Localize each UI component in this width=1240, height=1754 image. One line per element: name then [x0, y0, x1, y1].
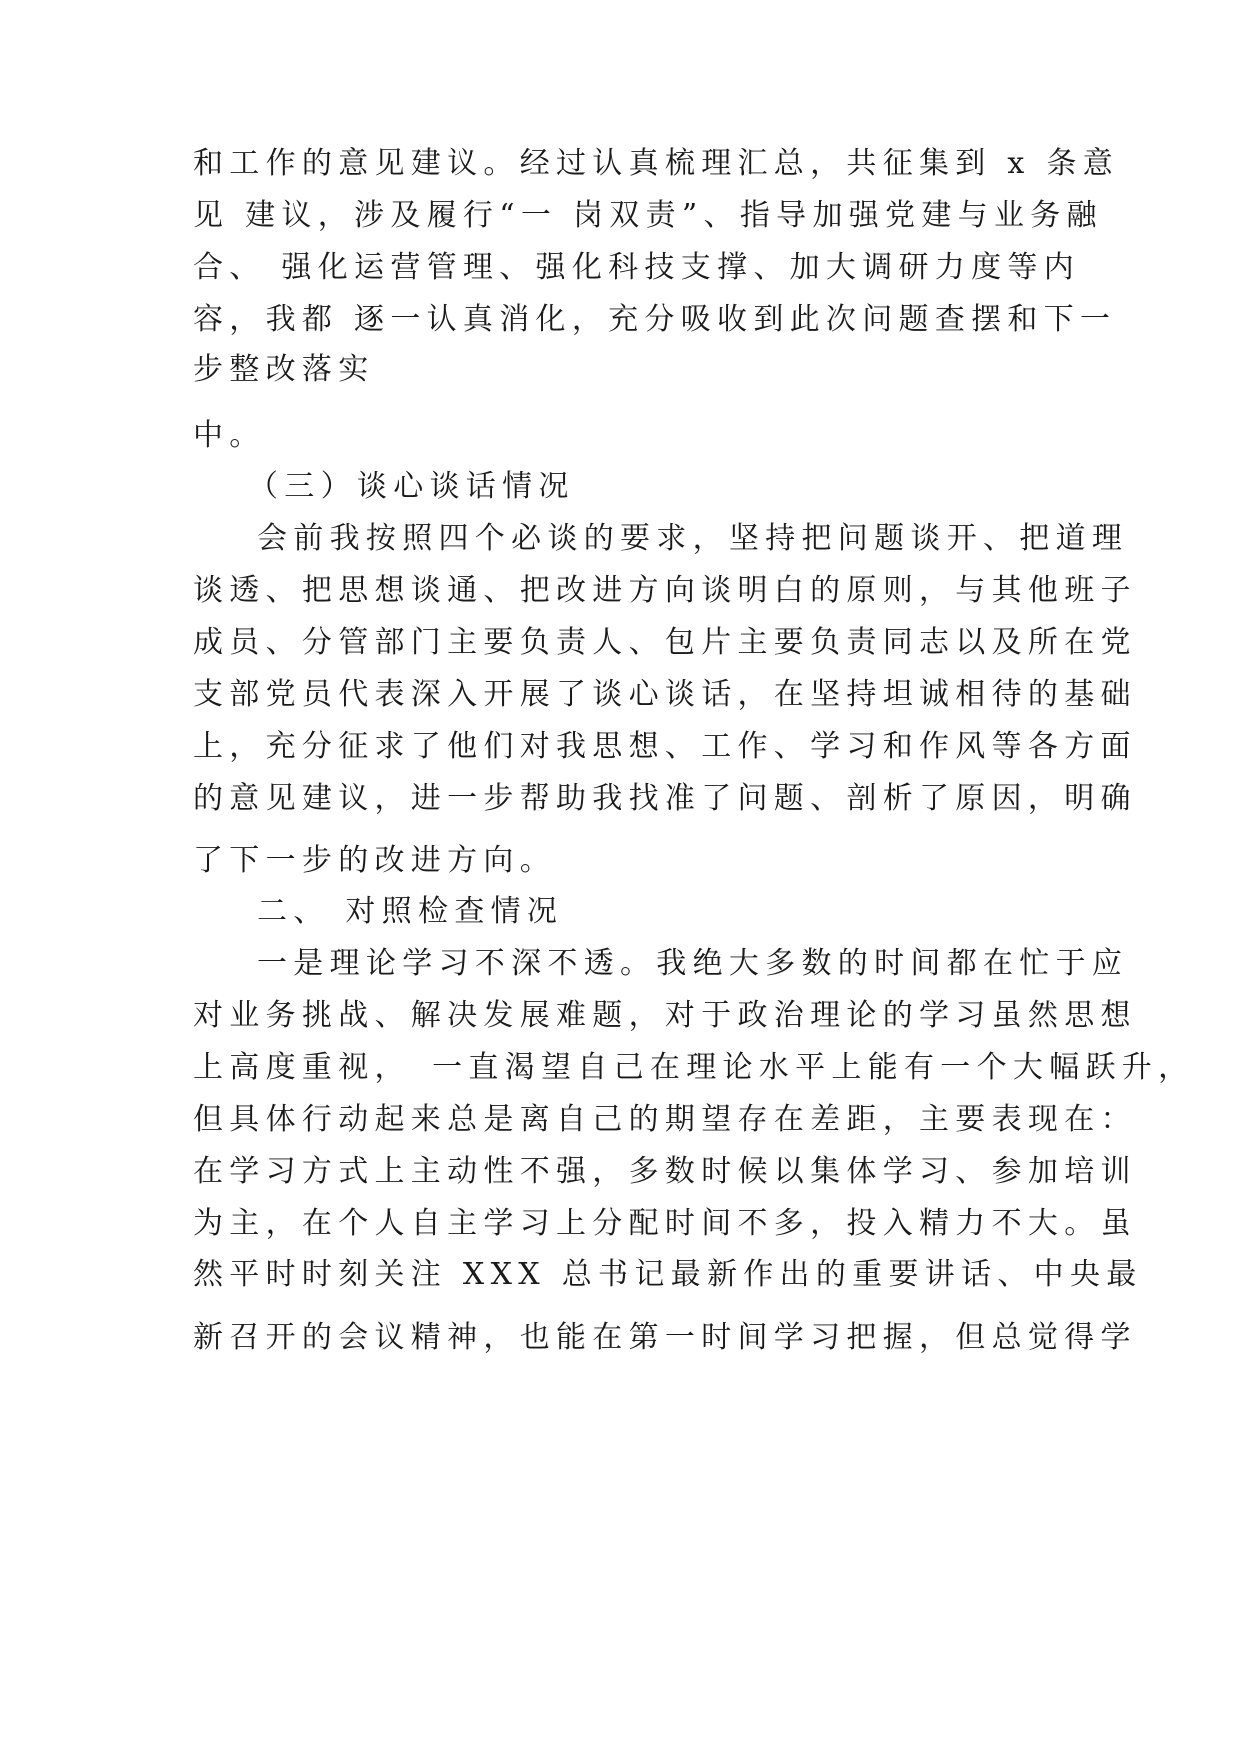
text-line: 合、 强化运营管理、强化科技支撑、加大调研力度等内 — [193, 250, 1081, 285]
text-line: 对业务挑战、解决发展难题，对于政治理论的学习虽然思想 — [193, 998, 1137, 1033]
text-line: 为主，在个人自主学习上分配时间不多，投入精力不大。虽 — [193, 1206, 1137, 1241]
text-line: 了下一步的改进方向。 — [193, 843, 556, 878]
paragraph-first-line: 一是理论学习不深不透。我绝大多数的时间都在忙于应 — [257, 946, 1129, 981]
text-line: 成员、分管部门主要负责人、包片主要负责同志以及所在党 — [193, 625, 1137, 660]
text-line: 见 建议，涉及履行“一 岗双责”、指导加强党建与业务融 — [193, 198, 1103, 233]
text-line: 中。 — [193, 418, 266, 453]
text-line: 然平时时刻关注 XXX 总书记最新作出的重要讲话、中央最 — [193, 1257, 1143, 1292]
section-heading: （三）谈心谈话情况 — [248, 469, 575, 504]
text-line: 但具体行动起来总是离自己的期望存在差距，主要表现在： — [193, 1102, 1137, 1137]
text-line: 上，充分征求了他们对我思想、工作、学习和作风等各方面 — [193, 729, 1137, 764]
text-line: 支部党员代表深入开展了谈心谈话，在坚持坦诚相待的基础 — [193, 677, 1137, 712]
paragraph-first-line: 会前我按照四个必谈的要求，坚持把问题谈开、把道理 — [257, 521, 1129, 556]
text-line: 步整改落实 — [193, 352, 375, 387]
text-line: 和工作的意见建议。经过认真梳理汇总，共征集到 x 条意 — [193, 146, 1120, 181]
text-line: 谈透、把思想谈通、把改进方向谈明白的原则，与其他班子 — [193, 573, 1137, 608]
text-line: 在学习方式上主动性不强，多数时候以集体学习、参加培训 — [193, 1154, 1137, 1189]
section-heading: 二、 对照检查情况 — [257, 894, 564, 929]
text-line: 容，我都 逐一认真消化，充分吸收到此次问题查摆和下一 — [193, 302, 1117, 337]
text-line: 的意见建议，进一步帮助我找准了问题、剖析了原因，明确 — [193, 781, 1137, 816]
text-line: 新召开的会议精神，也能在第一时间学习把握，但总觉得学 — [193, 1320, 1137, 1355]
text-line: 上高度重视， 一直渴望自己在理论水平上能有一个大幅跃升， — [193, 1050, 1195, 1085]
